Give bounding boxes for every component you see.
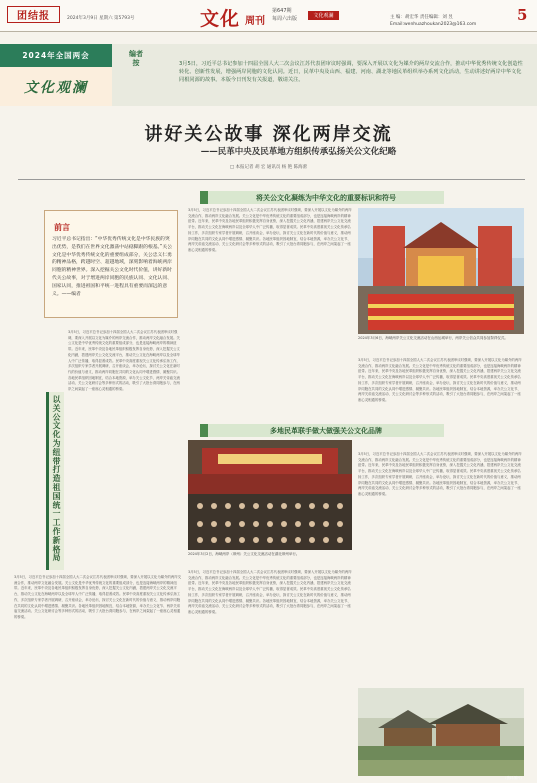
issue-frequency: 每周六出版 xyxy=(272,16,298,22)
page-number: 5 xyxy=(517,6,528,24)
foreword-title: 前言 xyxy=(54,223,70,232)
vertical-section-heading: 以关公文化为纽带打造祖国统一工作新格局 xyxy=(46,392,64,570)
editor-note-label: 编者按 xyxy=(129,50,143,67)
article-headline: 讲好关公故事 深化两岸交流 xyxy=(144,124,393,145)
topic-label xyxy=(0,44,112,106)
editor-email[interactable]: Email:wenhuazhoukan2023@163.com xyxy=(390,22,477,27)
issue-number xyxy=(272,7,297,23)
section-subtitle: 周刊 xyxy=(245,16,265,27)
ceremony-photo-image xyxy=(358,208,524,334)
foreword-text: 习近平总书记指出：“中华优秀传统文化是中华民族的突出优势，是我们在世界文化激荡中站稳脚跟的根基。”关公文化是中华优秀传统文化的重要组成部分，关公忠义仁勇的精神品格，跨越时空、超越地域，深刻影响着海峡两岸同胞的精神世界。深入挖掘关公文化时代价值，讲好新时代关公故事，对于增进两岸同胞的民族认同、文化认同、国家认同，推进祖国和平统一进程具有重要而深远的意义。——编者 xyxy=(52,237,173,297)
article-byline: □ 本报记者 胡 宏 通讯员 杨 艳 陈海蕾 xyxy=(229,165,308,170)
topic-subheader: 文化观澜 xyxy=(0,67,112,106)
photo-caption-1: 2024年3月6日，海峡两岸关公文化交流活动在山西运城举行，两岸关公信众共同参加祭拜仪式。 xyxy=(358,336,508,340)
article-subheadline: ——民革中央及民革地方组织传承弘扬关公文化纪略 xyxy=(200,147,397,157)
section-heading-1: 将关公文化凝练为中华文化的重要标识和符号 xyxy=(200,191,444,204)
audience-photo xyxy=(188,440,352,550)
section-tag: 文化观澜 xyxy=(308,11,339,20)
temple-photo-image xyxy=(358,688,524,776)
body-column-3: 3月5日，习近平总书记参加十四届全国人大二次会议江苏代表团审议时强调，要深入开展以文化为媒介的两岸交流合作，推动两岸文化融合发展。关公文化是中华优秀传统文化的重要组成部分，也是连接海峡两岸的精神纽带。近年来，民革中央及各地民革组织积极发挥自身优势，深入挖掘关公文化内涵，搭建两岸关公文化交流平台，推动关公文化在海峡两岸以及全球华人中广泛传播，取得显著成效。民革中央高度重视关公文化传承弘扬工作，多次组织专家学者开展调研，召开座谈会，举办论坛，探讨关公文化在新时代的价值与意义，推动两岸同胞在共同的文化认同中增进感情、凝聚共识。各地民革组织因地制宜，结合本地资源，举办关公文化节、两岸关帝庙交流活动、关公文化研讨会等多种形式的活动，吸引了大批台湾同胞参与，在两岸之间架起了一座座心灵相通的桥梁。 xyxy=(358,358,522,402)
temple-photo xyxy=(358,688,524,776)
photo-caption-2: 2024年3月2日，海峡两岸（荆州）关公文化交流活动在湖北荆州举行。 xyxy=(188,552,300,556)
body-column-5: 3月5日，习近平总书记参加十四届全国人大二次会议江苏代表团审议时强调，要深入开展以文化为媒介的两岸交流合作，推动两岸文化融合发展。关公文化是中华优秀传统文化的重要组成部分，也是连接海峡两岸的精神纽带。近年来，民革中央及各地民革组织积极发挥自身优势，深入挖掘关公文化内涵，搭建两岸关公文化交流平台，推动关公文化在海峡两岸以及全球华人中广泛传播，取得显著成效。民革中央高度重视关公文化传承弘扬工作，多次组织专家学者开展调研，召开座谈会，举办论坛，探讨关公文化在新时代的价值与意义，推动两岸同胞在共同的文化认同中增进感情、凝聚共识。各地民革组织因地制宜，结合本地资源，举办关公文化节、两岸关帝庙交流活动、关公文化研讨会等多种形式的活动，吸引了大批台湾同胞参与，在两岸之间架起了一座座心灵相通的桥梁。 xyxy=(358,452,522,496)
masthead xyxy=(0,0,537,32)
photo-caption-3: （资料图片） xyxy=(503,776,524,780)
issue-date: 2024年3月9日 星期六 第5793号 xyxy=(67,16,135,21)
ceremony-photo xyxy=(358,208,524,334)
divider xyxy=(18,179,525,180)
audience-photo-image xyxy=(188,440,352,550)
section-title: 文化 xyxy=(200,8,241,30)
editor-credits xyxy=(390,14,476,28)
editor-note-text: 3月5日，习近平总书记参加十四届全国人大二次会议江苏代表团审议时强调，要深入开展以文化为媒介的两岸交流合作，推动中华优秀传统文化创造性转化、创新性发展，增强两岸同胞的文化认同。近日，民革中央及山西、福建、河南、湖北等地民革组织举办系列文化活动，生动讲述好两岸中华文化同根同源的故事。本版今日刊发有关报道，敬请关注。 xyxy=(179,61,523,83)
body-column-4: 3月5日，习近平总书记参加十四届全国人大二次会议江苏代表团审议时强调，要深入开展以文化为媒介的两岸交流合作，推动两岸文化融合发展。关公文化是中华优秀传统文化的重要组成部分，也是连接海峡两岸的精神纽带。近年来，民革中央及各地民革组织积极发挥自身优势，深入挖掘关公文化内涵，搭建两岸关公文化交流平台，推动关公文化在海峡两岸以及全球华人中广泛传播，取得显著成效。民革中央高度重视关公文化传承弘扬工作，多次组织专家学者开展调研，召开座谈会，举办论坛，探讨关公文化在新时代的价值与意义，推动两岸同胞在共同的文化认同中增进感情、凝聚共识。各地民革组织因地制宜，结合本地资源，举办关公文化节、两岸关帝庙交流活动、关公文化研讨会等多种形式的活动，吸引了大批台湾同胞参与，在两岸之间架起了一座座心灵相通的桥梁。 xyxy=(188,570,352,614)
section-heading-2: 多地民革联手做大做强关公文化品牌 xyxy=(200,424,444,437)
body-column-1b: 3月5日，习近平总书记参加十四届全国人大二次会议江苏代表团审议时强调，要深入开展以文化为媒介的两岸交流合作，推动两岸文化融合发展。关公文化是中华优秀传统文化的重要组成部分，也是连接海峡两岸的精神纽带。近年来，民革中央及各地民革组织积极发挥自身优势，深入挖掘关公文化内涵，搭建两岸关公文化交流平台，推动关公文化在海峡两岸以及全球华人中广泛传播，取得显著成效。民革中央高度重视关公文化传承弘扬工作，多次组织专家学者开展调研，召开座谈会，举办论坛，探讨关公文化在新时代的价值与意义，推动两岸同胞在共同的文化认同中增进感情、凝聚共识。各地民革组织因地制宜，结合本地资源，举办关公文化节、两岸关帝庙交流活动、关公文化研讨会等多种形式的活动，吸引了大批台湾同胞参与，在两岸之间架起了一座座心灵相通的桥梁。 xyxy=(14,575,182,619)
newspaper-logo: 团结报 xyxy=(7,6,60,23)
editor-names: 主 编：胡宏华 责任编辑：刘 昱 xyxy=(390,15,453,20)
body-column-2: 3月5日，习近平总书记参加十四届全国人大二次会议江苏代表团审议时强调，要深入开展以文化为媒介的两岸交流合作，推动两岸文化融合发展。关公文化是中华优秀传统文化的重要组成部分，也是连接海峡两岸的精神纽带。近年来，民革中央及各地民革组织积极发挥自身优势，深入挖掘关公文化内涵，搭建两岸关公文化交流平台，推动关公文化在海峡两岸以及全球华人中广泛传播，取得显著成效。民革中央高度重视关公文化传承弘扬工作，多次组织专家学者开展调研，召开座谈会，举办论坛，探讨关公文化在新时代的价值与意义，推动两岸同胞在共同的文化认同中增进感情、凝聚共识。各地民革组织因地制宜，结合本地资源，举办关公文化节、两岸关帝庙交流活动、关公文化研讨会等多种形式的活动，吸引了大批台湾同胞参与，在两岸之间架起了一座座心灵相通的桥梁。 xyxy=(188,208,352,252)
body-column-1: 3月5日，习近平总书记参加十四届全国人大二次会议江苏代表团审议时强调，要深入开展以文化为媒介的两岸交流合作，推动两岸文化融合发展。关公文化是中华优秀传统文化的重要组成部分，也是连接海峡两岸的精神纽带。近年来，民革中央及各地民革组织积极发挥自身优势，深入挖掘关公文化内涵，搭建两岸关公文化交流平台，推动关公文化在海峡两岸以及全球华人中广泛传播，取得显著成效。民革中央高度重视关公文化传承弘扬工作，多次组织专家学者开展调研，召开座谈会，举办论坛，探讨关公文化在新时代的价值与意义，推动两岸同胞在共同的文化认同中增进感情、凝聚共识。各地民革组织因地制宜，结合本地资源，举办关公文化节、两岸关帝庙交流活动、关公文化研讨会等多种形式的活动，吸引了大批台湾同胞参与，在两岸之间架起了一座座心灵相通的桥梁。 xyxy=(68,330,180,392)
topic-header: 2024年全国两会 xyxy=(0,44,112,67)
issue-number-line: 第647期 xyxy=(272,8,292,14)
